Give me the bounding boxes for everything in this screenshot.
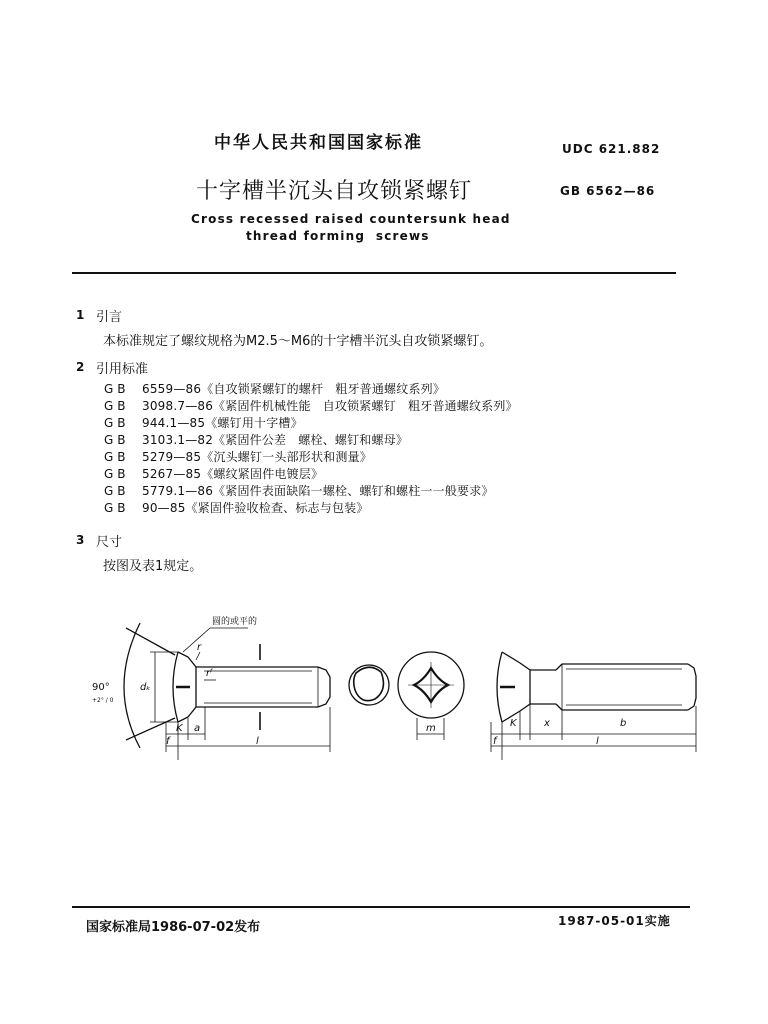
title-en-line2: thread forming screws — [246, 229, 430, 243]
l-label-left: l — [256, 736, 259, 747]
section-1-body: 本标准规定了螺纹规格为M2.5～M6的十字槽半沉头自攻锁紧螺钉。 — [103, 334, 493, 349]
section-3-body: 按图及表1规定。 — [103, 559, 203, 574]
rf-label: rᶠ — [206, 668, 214, 679]
k-label-left: K — [176, 723, 183, 734]
reference-item: GB 90—85《紧固件验收检查、标志与包装》 — [104, 501, 369, 515]
org-title: 中华人民共和国国家标准 — [214, 133, 423, 153]
r-label: r — [197, 642, 202, 653]
gb-code: GB 6562—86 — [560, 184, 656, 198]
k-label-right: K — [510, 718, 517, 729]
reference-item: GB 3098.7—86《紧固件机械性能 自攻锁紧螺钉 粗牙普通螺纹系列》 — [104, 399, 518, 413]
section-3-number: 3 — [76, 533, 85, 547]
f-label-right: f — [493, 736, 497, 747]
b-label: b — [620, 718, 627, 729]
section-2-title: 引用标准 — [96, 362, 149, 377]
reference-item: GB 944.1—85《螺钉用十字槽》 — [104, 416, 303, 430]
reference-item: GB 3103.1—82《紧固件公差 螺栓、螺钉和螺母》 — [104, 433, 409, 447]
reference-item: GB 5279—85《沉头螺钉一头部形状和测量》 — [104, 450, 373, 464]
reference-item: GB 5779.1—86《紧固件表面缺陷一螺栓、螺钉和螺柱一一般要求》 — [104, 484, 494, 498]
m-label: m — [426, 723, 436, 734]
issued-date: 国家标准局1986-07-02发布 — [86, 920, 261, 935]
udc-code: UDC 621.882 — [562, 142, 661, 156]
section-1-title: 引言 — [96, 310, 123, 325]
title-en-line1: Cross recessed raised countersunk head — [191, 212, 511, 226]
a-label: a — [194, 723, 201, 734]
x-label: x — [544, 718, 550, 729]
section-3-title: 尺寸 — [96, 535, 123, 550]
reference-item: GB 6559—86《自攻锁紧螺钉的螺杆 粗牙普通螺纹系列》 — [104, 382, 446, 396]
footer-rule — [72, 906, 690, 908]
angle-tolerance-label: +2° / 0 — [92, 697, 114, 704]
side-view-left — [124, 623, 330, 760]
dk-label: dₖ — [140, 682, 151, 693]
section-2-number: 2 — [76, 360, 85, 374]
l-label-right: l — [596, 736, 599, 747]
reference-item: GB 5267—85《螺纹紧固件电镀层》 — [104, 467, 324, 481]
note-round-or-flat: 圆的或平的 — [212, 617, 258, 627]
angle-label: 90° — [92, 682, 110, 693]
f-label-left: f — [166, 736, 170, 747]
side-view-right — [491, 652, 696, 760]
section-1-number: 1 — [76, 308, 85, 322]
effective-date: 1987-05-01实施 — [558, 914, 671, 928]
cross-section-view — [349, 665, 389, 705]
title-cn: 十字槽半沉头自攻锁紧螺钉 — [196, 179, 473, 204]
